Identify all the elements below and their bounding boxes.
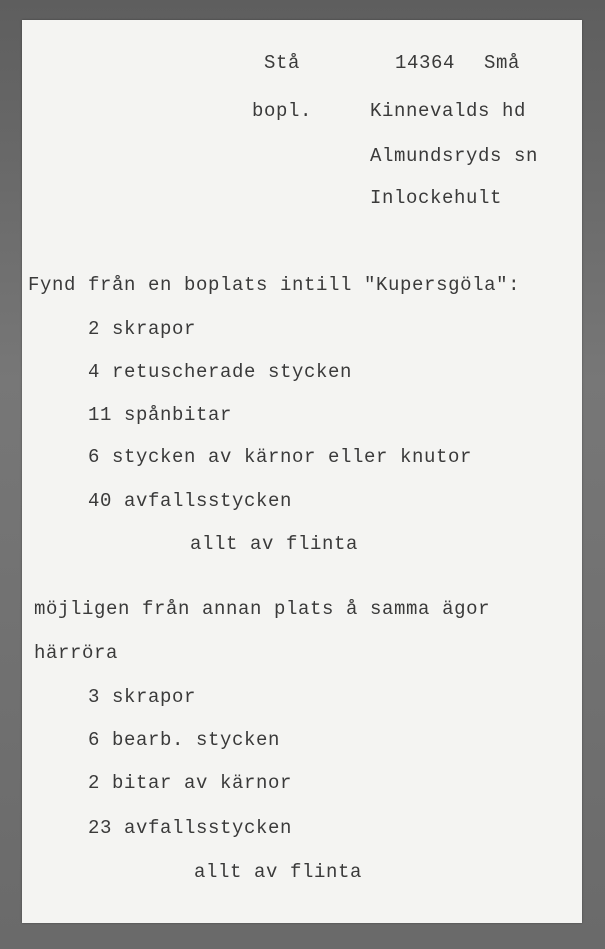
section1-item-1: 2 skrapor	[88, 318, 197, 340]
section1-item-2: 4 retuscherade stycken	[88, 361, 353, 383]
section2-item-2: 6 bearb. stycken	[88, 729, 281, 751]
header-place: Inlockehult	[370, 187, 503, 209]
section1-intro: Fynd från en boplats intill "Kupersgöla":	[28, 274, 521, 296]
header-sta: Stå	[264, 52, 301, 74]
header-bopl: bopl.	[252, 100, 313, 122]
section1-item-5: 40 avfallsstycken	[88, 490, 293, 512]
section2-intro-line1: möjligen från annan plats å samma ägor	[34, 598, 491, 620]
catalog-card	[22, 20, 582, 923]
section2-item-3: 2 bitar av kärnor	[88, 772, 293, 794]
section2-intro-line2: härröra	[34, 642, 119, 664]
header-sma: Små	[484, 52, 521, 74]
section1-summary: allt av flinta	[190, 533, 359, 555]
header-district: Kinnevalds hd	[370, 100, 527, 122]
header-parish: Almundsryds sn	[370, 145, 539, 167]
section2-item-1: 3 skrapor	[88, 686, 197, 708]
section1-item-3: 11 spånbitar	[88, 404, 233, 426]
section2-summary: allt av flinta	[194, 861, 363, 883]
section1-item-4: 6 stycken av kärnor eller knutor	[88, 446, 473, 468]
section2-item-4: 23 avfallsstycken	[88, 817, 293, 839]
header-number: 14364	[395, 52, 456, 74]
